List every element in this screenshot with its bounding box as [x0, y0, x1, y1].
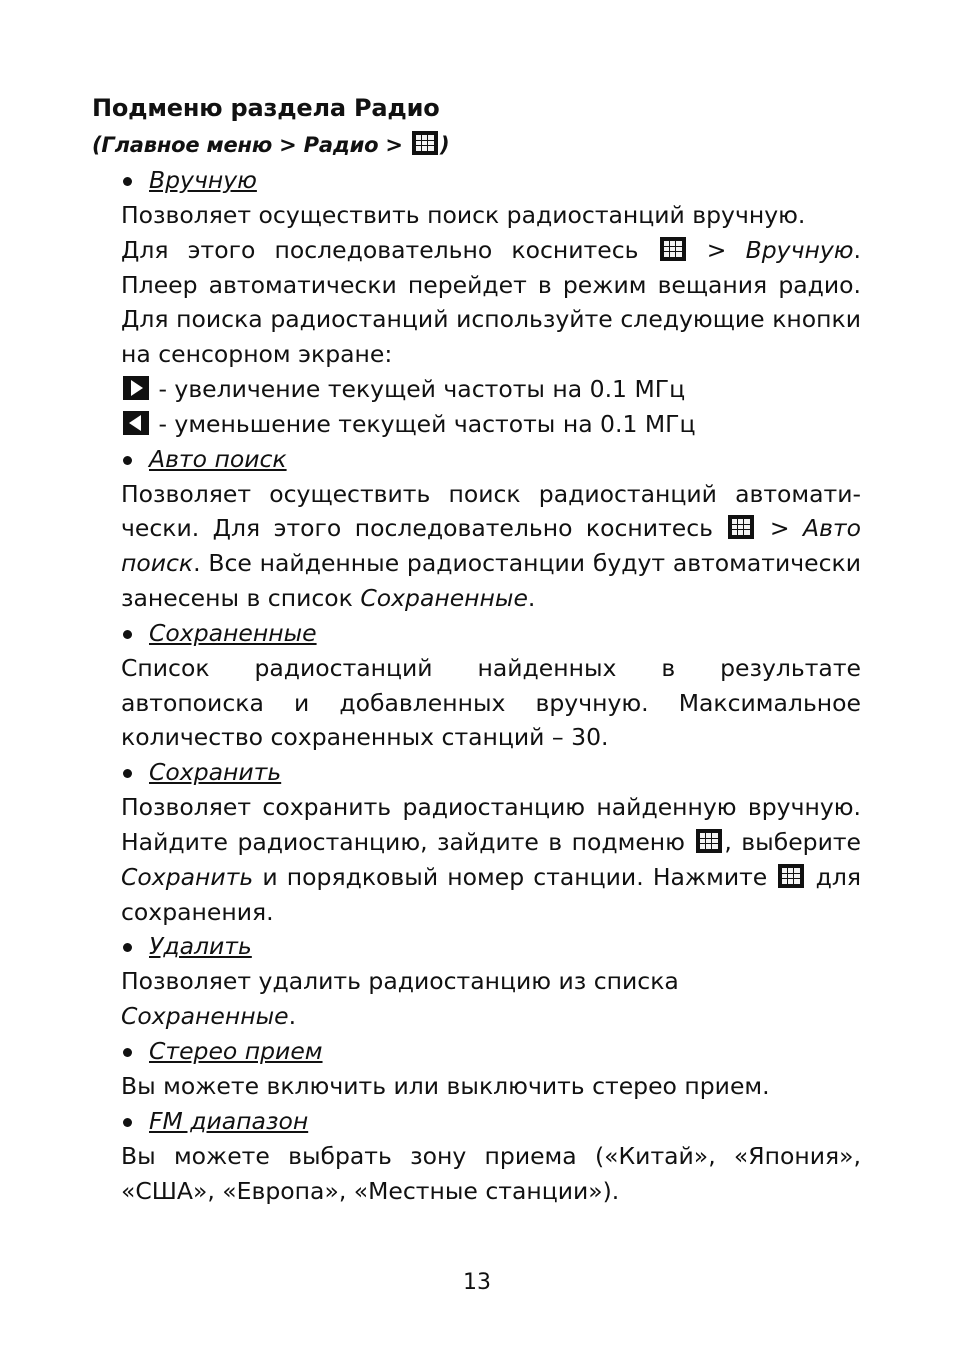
freq-down-line	[121, 407, 861, 442]
menu-path	[92, 131, 449, 157]
bullet-label-stereo: Стерео прием	[149, 1036, 323, 1065]
manual-line1: Позволяет осуществить поиск радиостанций вручную.	[121, 201, 806, 229]
page-number: 13	[463, 1270, 491, 1295]
freq-down-text: - уменьшение текущей частоты на 0.1 МГц	[151, 409, 696, 438]
save-paragraph	[121, 790, 861, 929]
list-item-manual	[121, 163, 861, 198]
manual-text-a: Для этого последовательно коснитесь	[121, 235, 658, 264]
delete-text-c: .	[288, 1002, 297, 1031]
list-item-auto	[121, 442, 861, 477]
grid-menu-icon	[660, 237, 686, 261]
delete-text-a: Позволяет удалить радиостанцию из списка	[121, 967, 679, 996]
manual-paragraph	[121, 233, 861, 372]
save-text-b: , выберите	[724, 827, 862, 856]
auto-paragraph	[121, 477, 861, 616]
play-left-icon	[123, 411, 149, 435]
list-item-stereo	[121, 1034, 861, 1069]
auto-text-d: . Все найденные радиостанции будут автоматически занесены в список	[121, 549, 861, 612]
list-item-saved	[121, 616, 861, 651]
freq-up-line	[121, 372, 861, 407]
auto-text-b: >	[756, 514, 803, 543]
grid-menu-icon	[728, 515, 754, 539]
content-body	[121, 163, 861, 1208]
bullet-label-fm: FM диапазон	[149, 1106, 309, 1135]
bullet-label-auto: Авто поиск	[149, 444, 287, 473]
bullet-label-saved: Сохраненные	[149, 618, 317, 647]
manual-text-d: . Плеер автоматически перейдет в режим вещания радио. Для поиска радиостанций используйте следующие кнопки на сенсорном экране:	[121, 235, 861, 369]
stereo-paragraph: Вы можете включить или выключить стерео прием.	[121, 1071, 770, 1100]
saved-paragraph: Список радиостанций найденных в результате автопоиска и добавленных вручную. Максимальное количество сохраненных станций – 30.	[121, 653, 861, 752]
auto-text-a: Позволяет осуществить поиск радиостанций автомати-чески. Для этого последовательно коснитесь	[121, 479, 861, 543]
auto-text-f: .	[527, 583, 536, 612]
freq-up-text: - увеличение текущей частоты на 0.1 МГц	[151, 374, 686, 403]
menu-path-suffix: )	[439, 133, 450, 157]
grid-menu-icon	[778, 864, 804, 888]
save-text-e: для сохранения.	[121, 862, 861, 926]
manual-text-b: >	[687, 235, 746, 264]
list-item-save	[121, 755, 861, 790]
list-item-fm	[121, 1104, 861, 1139]
save-text-a: Позволяет сохранить радиостанцию найденную вручную. Найдите радиостанцию, зайдите в подменю	[121, 793, 861, 856]
delete-text-b: Сохраненные	[121, 1002, 289, 1031]
fm-paragraph: Вы можете выбрать зону приема («Китай», «Япония», «США», «Европа», «Местные станции»).	[121, 1141, 861, 1205]
save-text-c: Сохранить	[121, 862, 254, 891]
auto-text-e: Сохраненные	[360, 583, 528, 612]
grid-menu-icon	[696, 829, 722, 853]
delete-paragraph	[121, 964, 861, 1034]
play-right-icon	[123, 376, 149, 400]
bullet-label-manual: Вручную	[149, 166, 257, 194]
list-item-delete	[121, 929, 861, 964]
grid-menu-icon	[412, 131, 438, 155]
auto-text-c: Авто поиск	[121, 514, 861, 578]
bullet-label-delete: Удалить	[149, 932, 252, 961]
manual-text-c: Вручную	[745, 235, 854, 264]
menu-path-prefix: (Главное меню > Радио >	[92, 133, 410, 157]
save-text-d: и порядковый номер станции. Нажмите	[253, 862, 777, 891]
bullet-label-save: Сохранить	[149, 758, 282, 787]
section-title: Подменю раздела Радио	[92, 94, 440, 122]
